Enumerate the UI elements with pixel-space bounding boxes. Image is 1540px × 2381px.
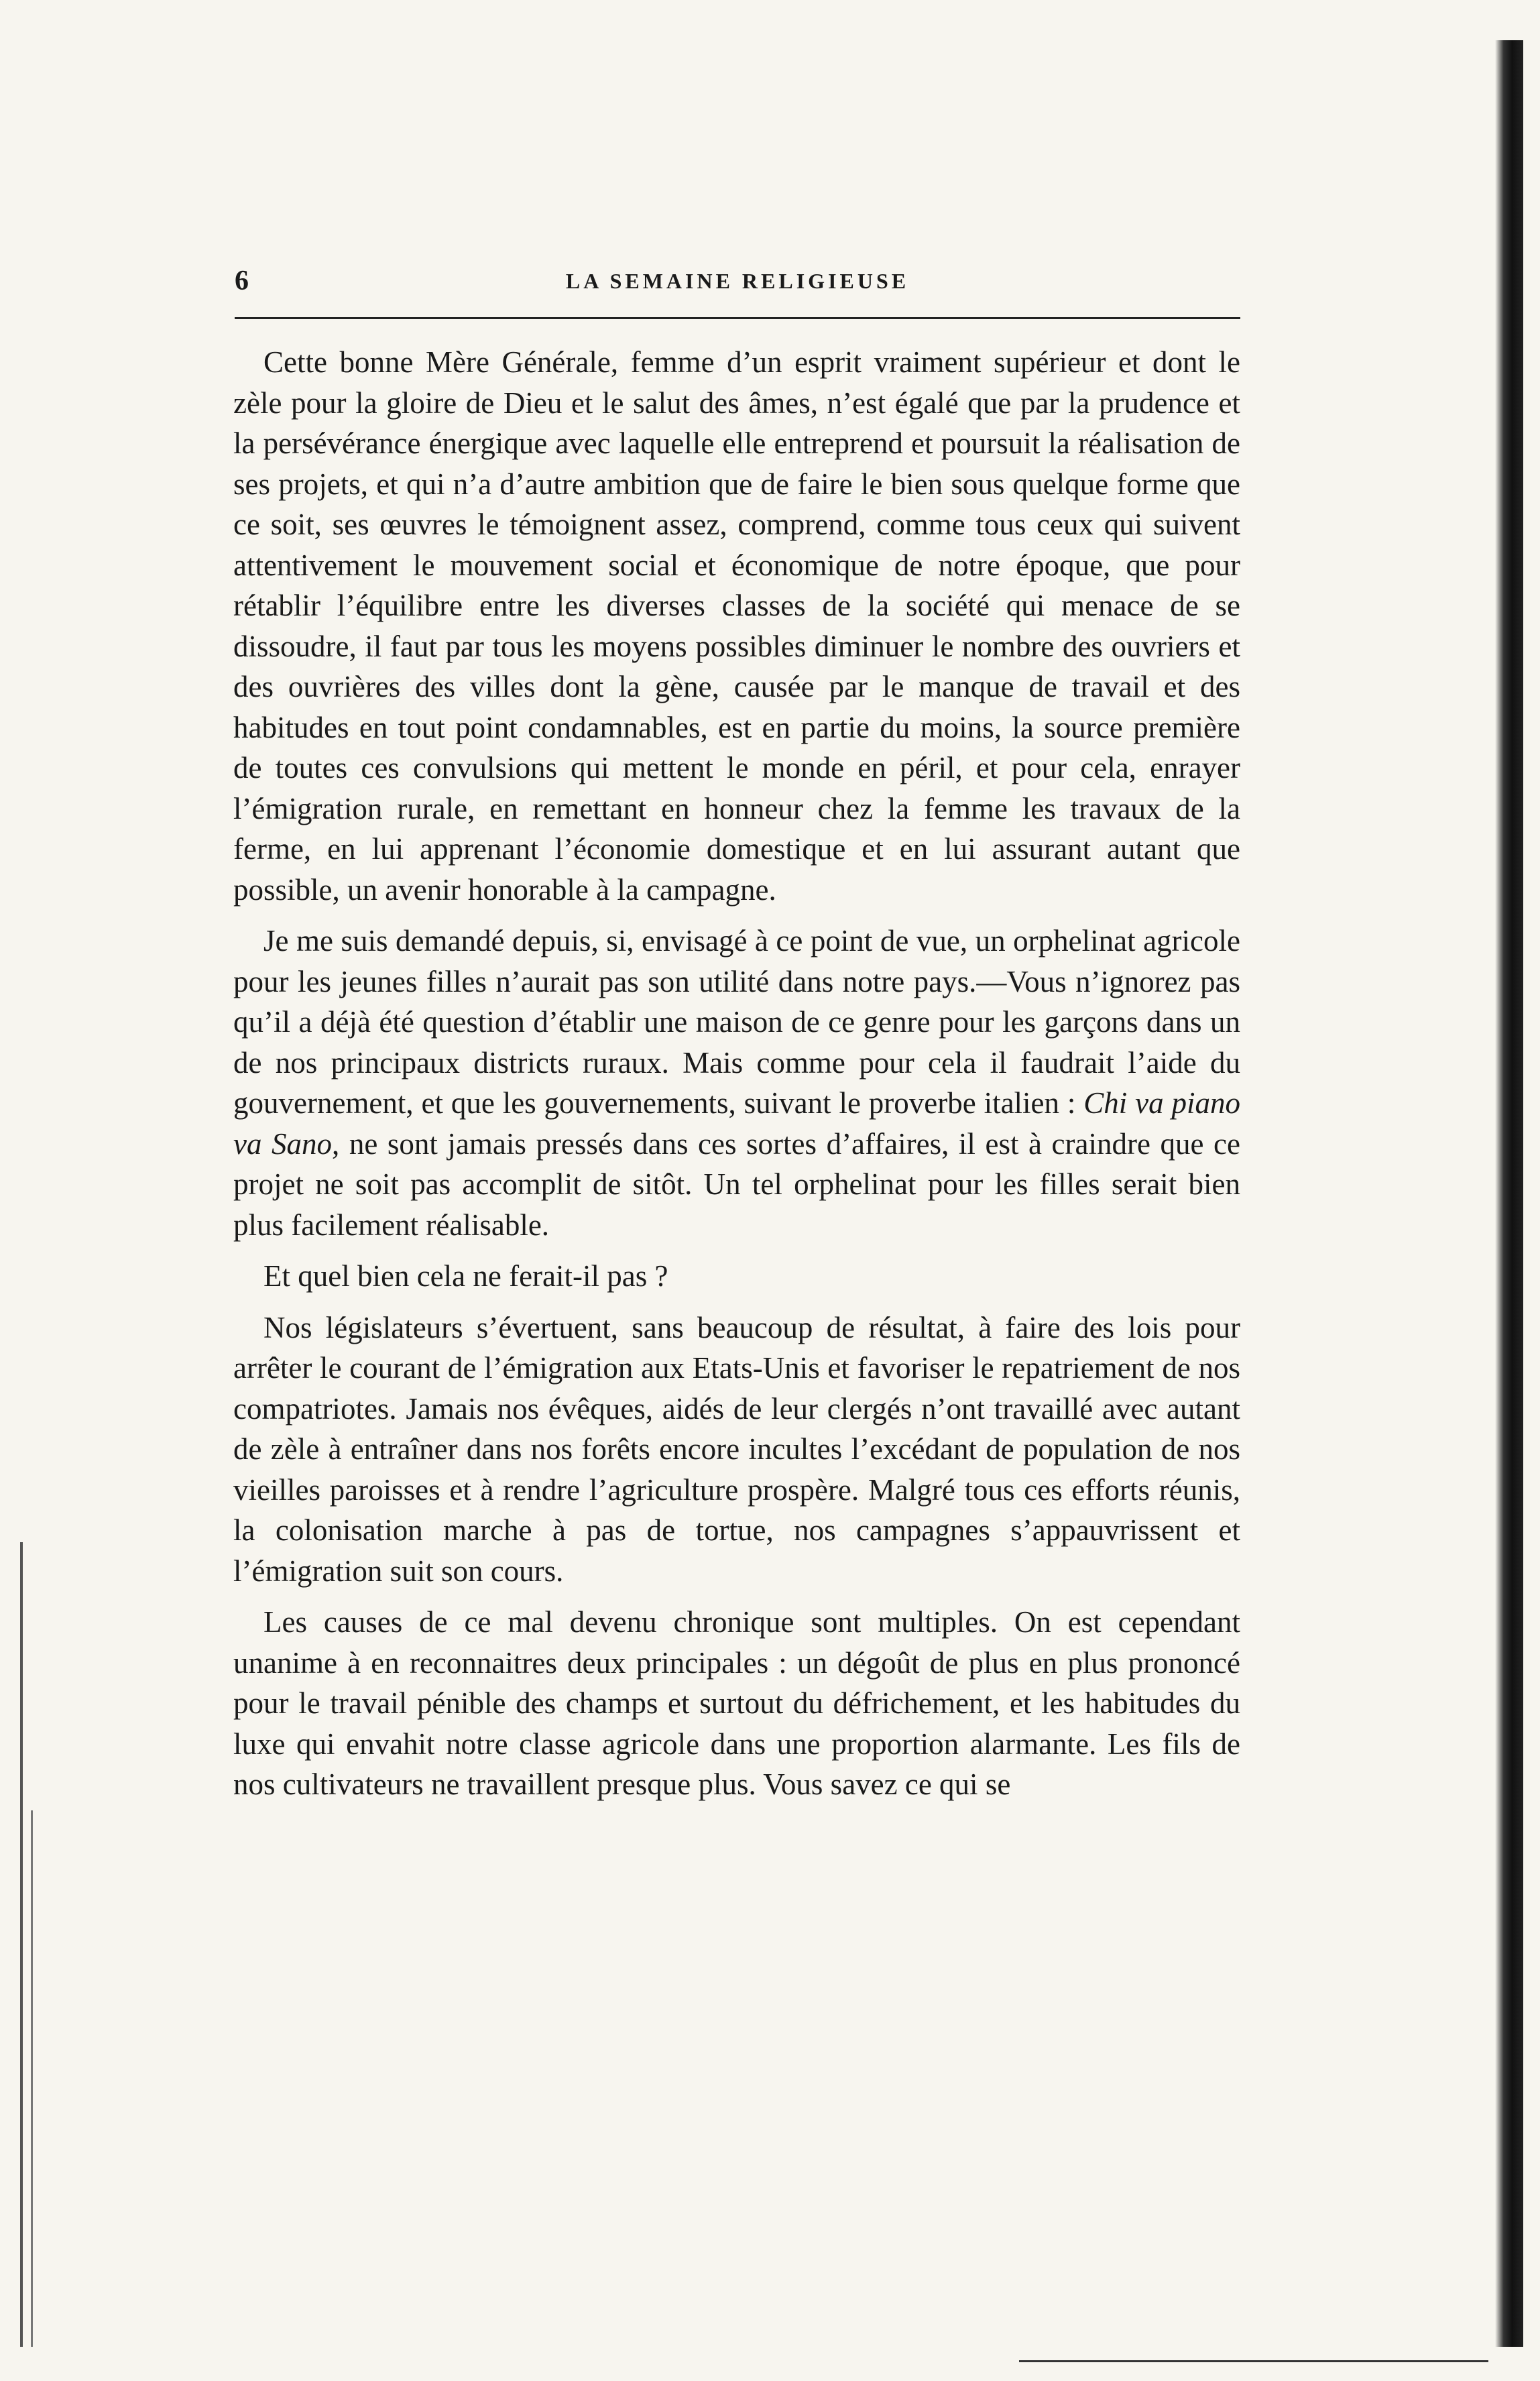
bottom-edge-line [1019, 2360, 1488, 2362]
paragraph: Les causes de ce mal devenu chronique sont multiples. On est cependant unanime à en reconnaitres deux principales : un dégoût de plus en plus prononcé pour le travail pénible des champs et surtout du défrichement, et les habitudes du luxe qui envahit notre classe agricole dans une proportion alarmante. Les fils de nos cultivateurs ne travaillent presque plus. Vous savez ce qui se [233, 1605, 1240, 1801]
page-number: 6 [235, 266, 249, 296]
italic-quote: Chi va piano va Sano [233, 1086, 1241, 1161]
page-header [235, 265, 1240, 305]
header-rule [235, 317, 1240, 319]
paragraph-text: , ne sont jamais pressés dans ces sortes d’affaires, il est à craindre que ce projet ne soit pas accomplit de sitôt. Un tel orphelinat pour les filles serait bien plus facilement réalisable. [233, 1126, 1240, 1242]
paragraph: Nos législateurs s’évertuent, sans beaucoup de résultat, à faire des lois pour arrêter le courant de l’émigration aux Etats-Unis et favoriser le repatriement de nos compatriotes. Jamais nos évêques, aidés de leur clergés n’ont travaillé avec autant de zèle à entraîner dans nos forêts encore incultes l’excédant de population de nos vieilles paroisses et à rendre l’agriculture prospère. Malgré tous ces efforts réunis, la colonisation marche à pas de tortue, nos campagnes s’appauvrissent et l’émigration suit son cours. [233, 1310, 1240, 1588]
binding-edge [1495, 40, 1523, 2347]
running-title: LA SEMAINE RELIGIEUSE [565, 269, 910, 293]
body-text [233, 342, 1240, 1816]
paragraph: Cette bonne Mère Générale, femme d’un esprit vraiment supérieur et dont le zèle pour la gloire de Dieu et le salut des âmes, n’est égalé que par la prudence et la persévérance énergique avec laquelle elle entreprend et poursuit la réalisation de ses projets, et qui n’a d’autre ambition que de faire le bien sous quelque forme que ce soit, ses œuvres le témoignent assez, comprend, comme tous ceux qui suivent attentivement le mouvement social et économique de notre époque, que pour rétablir l’équilibre entre les diverses classes de la société qui menace de se dissoudre, il faut par tous les moyens possibles diminuer le nombre des ouvriers et des ouvrières des villes dont la gène, causée par le manque de travail et des habitudes en tout point condamnables, est en partie du moins, la source première de toutes ces convulsions qui mettent le monde en péril, et pour cela, enrayer l’émigration rurale, en remettant en honneur chez la femme les travaux de la ferme, en lui apprenant l’économie domestique et en lui assurant autant que possible, un avenir honorable à la campagne. [233, 345, 1240, 907]
paragraph: Et quel bien cela ne ferait-il pas ? [263, 1259, 668, 1293]
paragraph [233, 921, 1240, 1245]
page-edge-line [31, 1810, 33, 2347]
page-edge-line [20, 1542, 23, 2347]
paragraph-text: Je me suis demandé depuis, si, envisagé à ce point de vue, un orphelinat agricole pour les jeunes filles n’aurait pas son utilité dans notre pays.—Vous n’ignorez pas qu’il a déjà été question d’établir une maison de ce genre pour les garçons dans un de nos principaux districts ruraux. Mais comme pour cela il faudrait l’aide du gouvernement, et que les gouvernements, suivant le proverbe italien : [233, 924, 1240, 1120]
